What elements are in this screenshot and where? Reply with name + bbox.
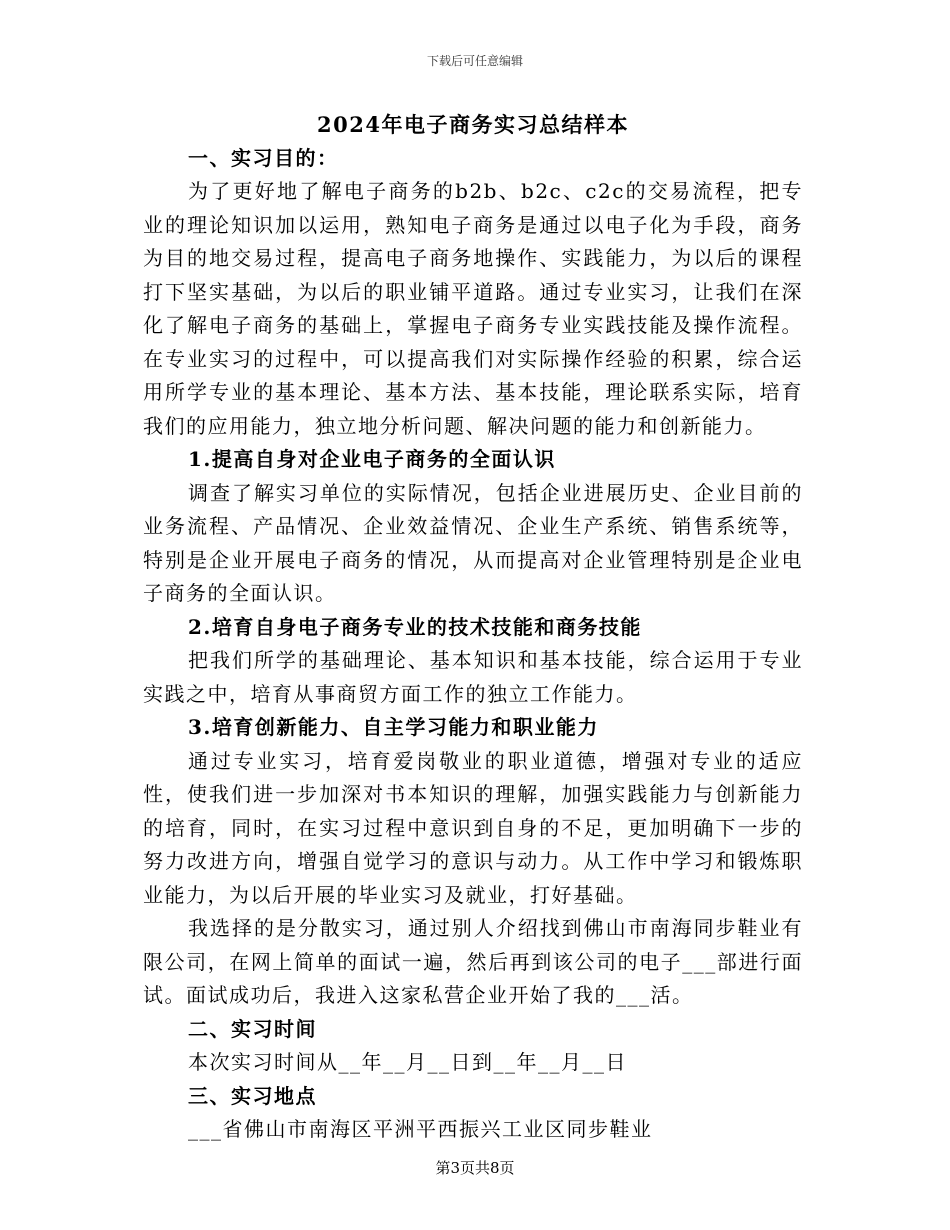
section-heading-time: 二、实习时间 (188, 1016, 317, 1041)
section-heading-purpose: 一、实习目的： (188, 145, 339, 170)
section-heading-location: 三、实习地点 (188, 1083, 317, 1108)
subheading-3: 3.培育创新能力、自主学习能力和职业能力 (188, 715, 599, 739)
paragraph-sub3: 通过专业实习，培育爱岗敬业的职业道德，增强对专业的适应性，使我们进一步加深对书本知识的理解，加强实践能力与创新能力的培育，同时，在实习过程中意识到自身的不足，更加明确下一步的努力改进方向，增强自觉学习的意识与动力。从工作中学习和锻炼职业能力，为以后开展的毕业实习及就业，打好基础。 (143, 748, 803, 907)
page-footer: 第3页共8页 (435, 1159, 515, 1177)
paragraph-purpose: 为了更好地了解电子商务的b2b、b2c、c2c的交易流程，把专业的理论知识加以运用，熟知电子商务是通过以电子化为手段，商务为目的地交易过程，提高电子商务地操作、实践能力，为以后的课程打下坚实基础，为以后的职业铺平道路。通过专业实习，让我们在深化了解电子商务的基础上，掌握电子商务专业实践技能及操作流程。在专业实习的过程中，可以提高我们对实际操作经验的积累，综合运用所学专业的基本理论、基本方法、基本技能，理论联系实际，培育我们的应用能力，独立地分析问题、解决问题的能力和创新能力。 (143, 179, 803, 438)
subheading-2: 2.培育自身电子商务专业的技术技能和商务技能 (188, 614, 642, 639)
subheading-1: 1.提高自身对企业电子商务的全面认识 (188, 447, 556, 471)
document-title: 2024年电子商务实习总结样本 (317, 112, 629, 137)
paragraph-choice: 我选择的是分散实习，通过别人介绍找到佛山市南海同步鞋业有限公司，在网上简单的面试一遍，然后再到该公司的电子___部进行面试。面试成功后，我进入这家私营企业开始了我的___活。 (143, 916, 803, 1007)
paragraph-time: 本次实习时间从__年__月__日到__年__月__日 (188, 1050, 627, 1074)
paragraph-sub1: 调查了解实习单位的实际情况，包括企业进展历史、企业目前的业务流程、产品情况、企业效益情况、企业生产系统、销售系统等，特别是企业开展电子商务的情况，从而提高对企业管理特别是企业电子商务的全面认识。 (143, 480, 803, 605)
document-body (143, 108, 803, 1147)
paragraph-sub2: 把我们所学的基础理论、基本知识和基本技能，综合运用于专业实践之中，培育从事商贸方面工作的独立工作能力。 (143, 648, 803, 706)
page-header: 下载后可任意编辑 (426, 54, 523, 68)
paragraph-location: ___省佛山市南海区平洲平西振兴工业区同步鞋业 (188, 1117, 653, 1141)
